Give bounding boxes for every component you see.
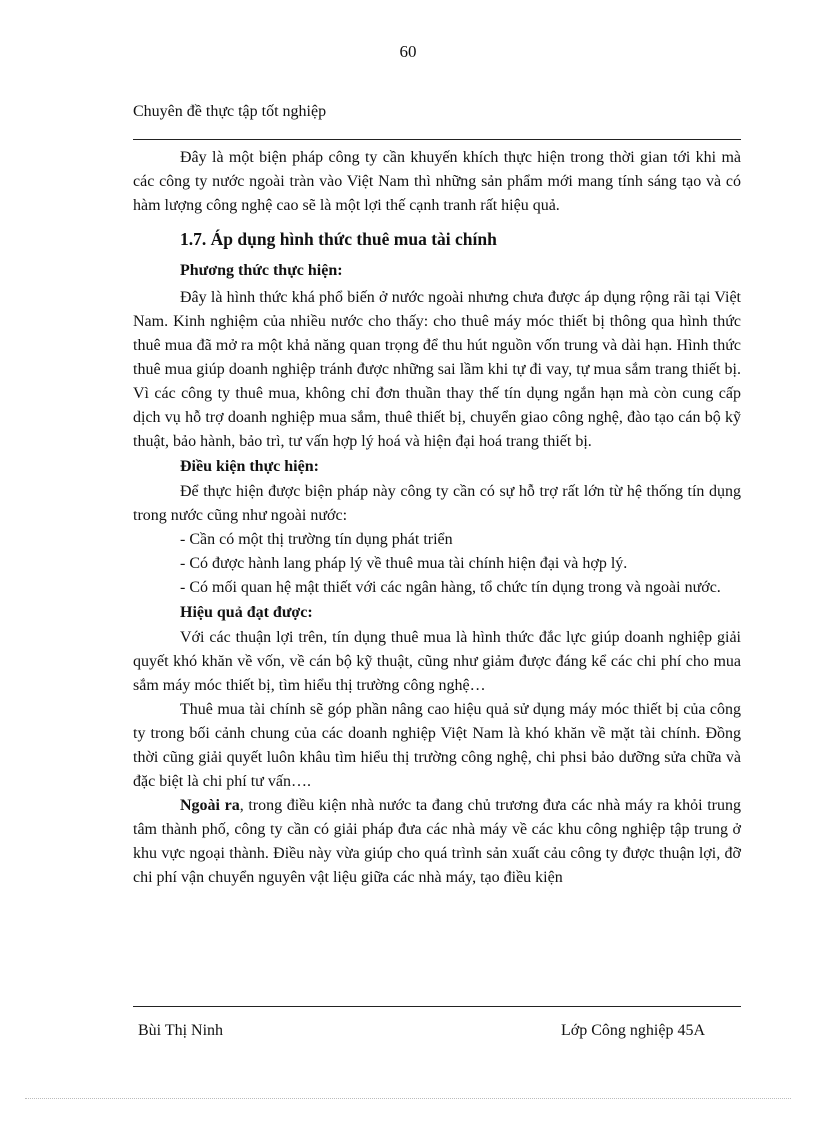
results-paragraph: Với các thuận lợi trên, tín dụng thuê mua là hình thức đắc lực giúp doanh nghiệp giải quyết khó khăn về vốn, về cán bộ kỹ thuật, cũng như giảm được đáng kể các chi phí cho mua sắm máy móc thiết bị, tìm hiểu thị trường công nghệ…	[133, 629, 741, 694]
header-title: Chuyên đề thực tập tốt nghiệp	[133, 103, 327, 120]
section-heading: 1.7. Áp dụng hình thức thuê mua tài chính	[180, 229, 497, 249]
conditions-heading: Điều kiện thực hiện:	[180, 458, 319, 475]
page-edge-dotted-line	[25, 1098, 791, 1099]
intro-paragraph: Đây là một biện pháp công ty cần khuyến khích thực hiện trong thời gian tới khi mà các công ty nước ngoài tràn vào Việt Nam thì những sản phẩm mới mang tính sáng tạo và có hàm lượng công nghệ cao sẽ là một lợi thế cạnh tranh rất hiệu quả.	[133, 149, 741, 214]
condition-bullet: - Cần có một thị trường tín dụng phát triển	[180, 531, 453, 548]
condition-bullet: - Có mối quan hệ mật thiết với các ngân hàng, tổ chức tín dụng trong và ngoài nước.	[180, 579, 721, 596]
results-rest-text: , trong điều kiện nhà nước ta đang chủ trương đưa các nhà máy ra khỏi trung tâm thành phố, công ty cần có giải pháp đưa các nhà máy về các khu công nghiệp tập trung ở khu vực ngoại thành. Điều này vừa giúp cho quá trình sản xuất cảu công ty được thuận lợi, đỡ chi phí vận chuyển nguyên vật liệu giữa các nhà máy, tạo điều kiện	[133, 797, 741, 886]
footer-class: Lớp Công nghiệp 45A	[561, 1022, 706, 1039]
results-lead-text: Ngoài ra	[180, 797, 240, 814]
results-paragraph	[133, 794, 741, 890]
results-heading: Hiệu quả đạt được:	[180, 604, 313, 621]
footer-divider	[133, 1006, 741, 1007]
header-divider	[133, 139, 741, 140]
method-heading: Phương thức thực hiện:	[180, 262, 343, 279]
page-number: 60	[399, 42, 417, 61]
page-body	[133, 146, 741, 890]
footer-author: Bùi Thị Ninh	[138, 1022, 224, 1039]
results-paragraph: Thuê mua tài chính sẽ góp phần nâng cao hiệu quả sử dụng máy móc thiết bị của công ty trong bối cảnh chung của các doanh nghiệp Việt Nam là khó khăn về mặt tài chính. Đồng thời cũng giải quyết luôn khâu tìm hiểu thị trường công nghệ, chi phsi bảo dưỡng sửa chữa và đặc biệt là chi phí tư vấn….	[133, 701, 741, 790]
condition-bullet: - Có được hành lang pháp lý về thuê mua tài chính hiện đại và hợp lý.	[180, 555, 628, 572]
method-paragraph: Đây là hình thức khá phổ biến ở nước ngoài nhưng chưa được áp dụng rộng rãi tại Việt Nam. Kinh nghiệm của nhiều nước cho thấy: cho thuê máy móc thiết bị thông qua hình thức thuê mua đã mở ra một khả năng quan trọng để thu hút nguồn vốn trung và dài hạn. Hình thức thuê mua giúp doanh nghiệp tránh được những sai lầm khi tự đi vay, tự mua sắm trang thiết bị. Vì các công ty thuê mua, không chỉ đơn thuần thay thế tín dụng ngắn hạn mà còn cung cấp dịch vụ hỗ trợ doanh nghiệp mua sắm, thuê thiết bị, chuyển giao công nghệ, đào tạo cán bộ kỹ thuật, bảo hành, bảo trì, tư vấn hợp lý hoá và hiện đại hoá trang thiết bị.	[133, 289, 741, 450]
conditions-paragraph: Để thực hiện được biện pháp này công ty cần có sự hỗ trợ rất lớn từ hệ thống tín dụng trong nước cũng như ngoài nước:	[133, 483, 741, 524]
